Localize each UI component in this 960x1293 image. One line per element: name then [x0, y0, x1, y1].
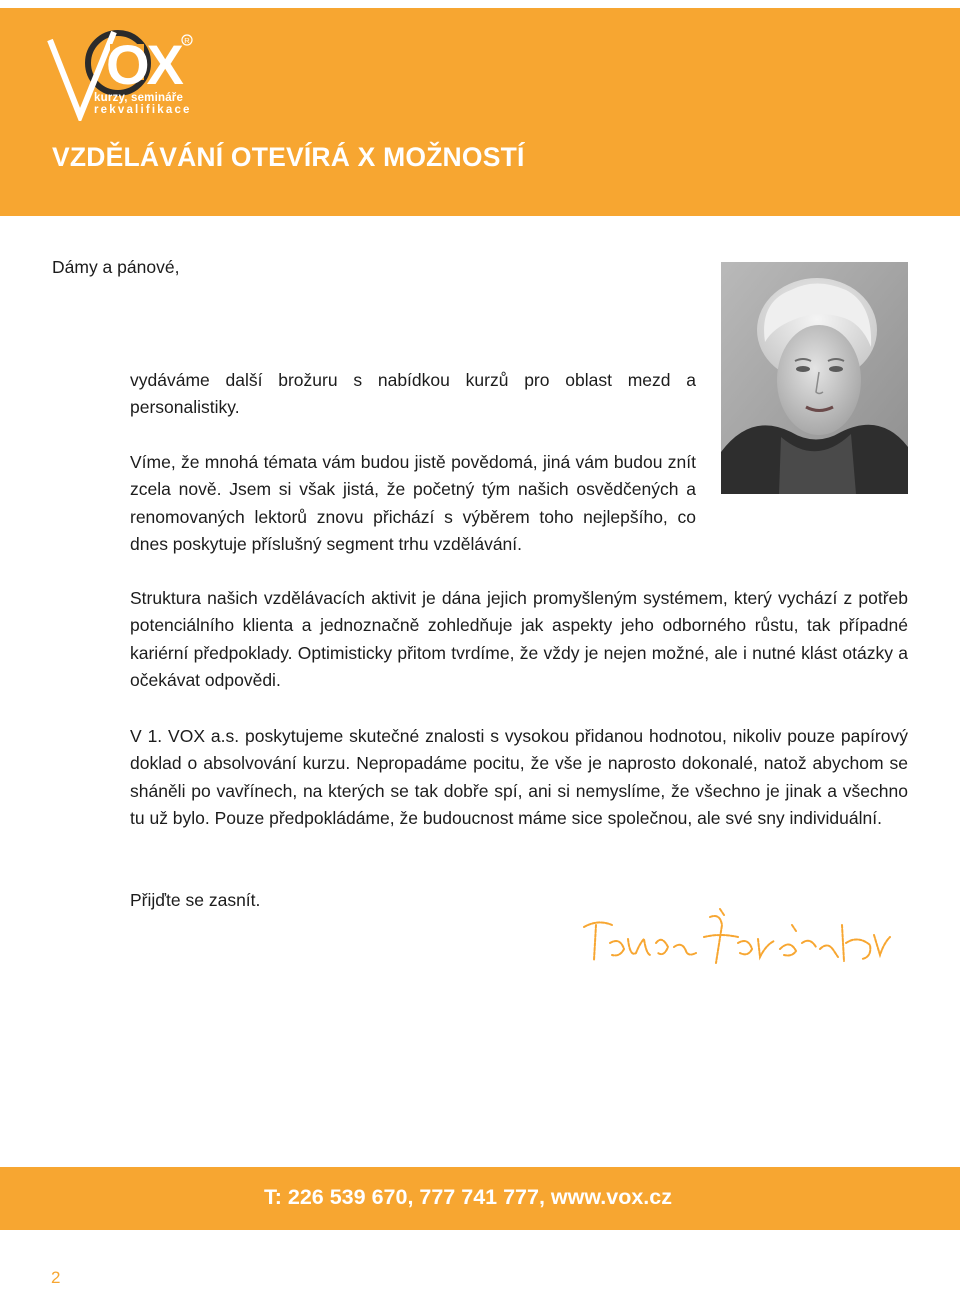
svg-text:OX: OX — [106, 33, 181, 96]
vox-logo — [44, 26, 214, 121]
header-banner — [0, 8, 960, 216]
letter-paragraph-1: vydáváme další brožuru s nabídkou kurzů pro oblast mezd a personalistiky. — [130, 370, 696, 418]
closing-line: Přijďte se zasnít. — [130, 890, 261, 910]
letter-paragraph-4: V 1. VOX a.s. poskytujeme skutečné znalosti s vysokou přidanou hodnotou, nikoliv pouze papírový doklad o absolvování kurzu. Nepropadáme pocitu, že vše je naprosto dokonalé, natož abychom se sháněli po vavřínech, na kterých se tak dobře spí, ani si nemyslíme, že všechno je jinak a všechno tu už bylo. Pouze předpokládáme, že budoucnost máme sice společnou, ale své sny individuální. — [130, 726, 908, 828]
logo-tagline-2: rekvalifikace — [94, 104, 192, 116]
portrait-photo — [721, 262, 908, 494]
letter-paragraph-2: Víme, že mnohá témata vám budou jistě povědomá, jiná vám budou znít zcela nově. Jsem si však jistá, že početný tým našich osvědčených a renomovaných lektorů znovu přichází s výběrem toho nejlepšího, co dnes poskytuje příslušný segment trhu vzdělávání. — [130, 452, 696, 554]
letter-paragraph-3: Struktura našich vzdělávacích aktivit je dána jejich promyšleným systémem, který vychází z potřeb potenciálního klienta a jednoznačně zohledňuje jak aspekty jeho odborného růstu, tak případné kariérní předpoklady. Optimisticky přitom tvrdíme, že vždy je nejen možné, ale i nutné klást otázky a očekávat odpovědi. — [130, 588, 908, 690]
contact-info: T: 226 539 670, 777 741 777, www.vox.cz — [264, 1185, 672, 1209]
footer-banner — [0, 1167, 960, 1230]
salutation: Dámy a pánové, — [52, 257, 180, 277]
logo-tagline-1: kurzy, semináře — [94, 92, 184, 104]
page-number: 2 — [51, 1268, 61, 1287]
page-title: VZDĚLÁVÁNÍ OTEVÍRÁ X MOŽNOSTÍ — [52, 142, 525, 172]
signature-icon — [570, 905, 900, 975]
svg-text:R: R — [184, 36, 190, 45]
